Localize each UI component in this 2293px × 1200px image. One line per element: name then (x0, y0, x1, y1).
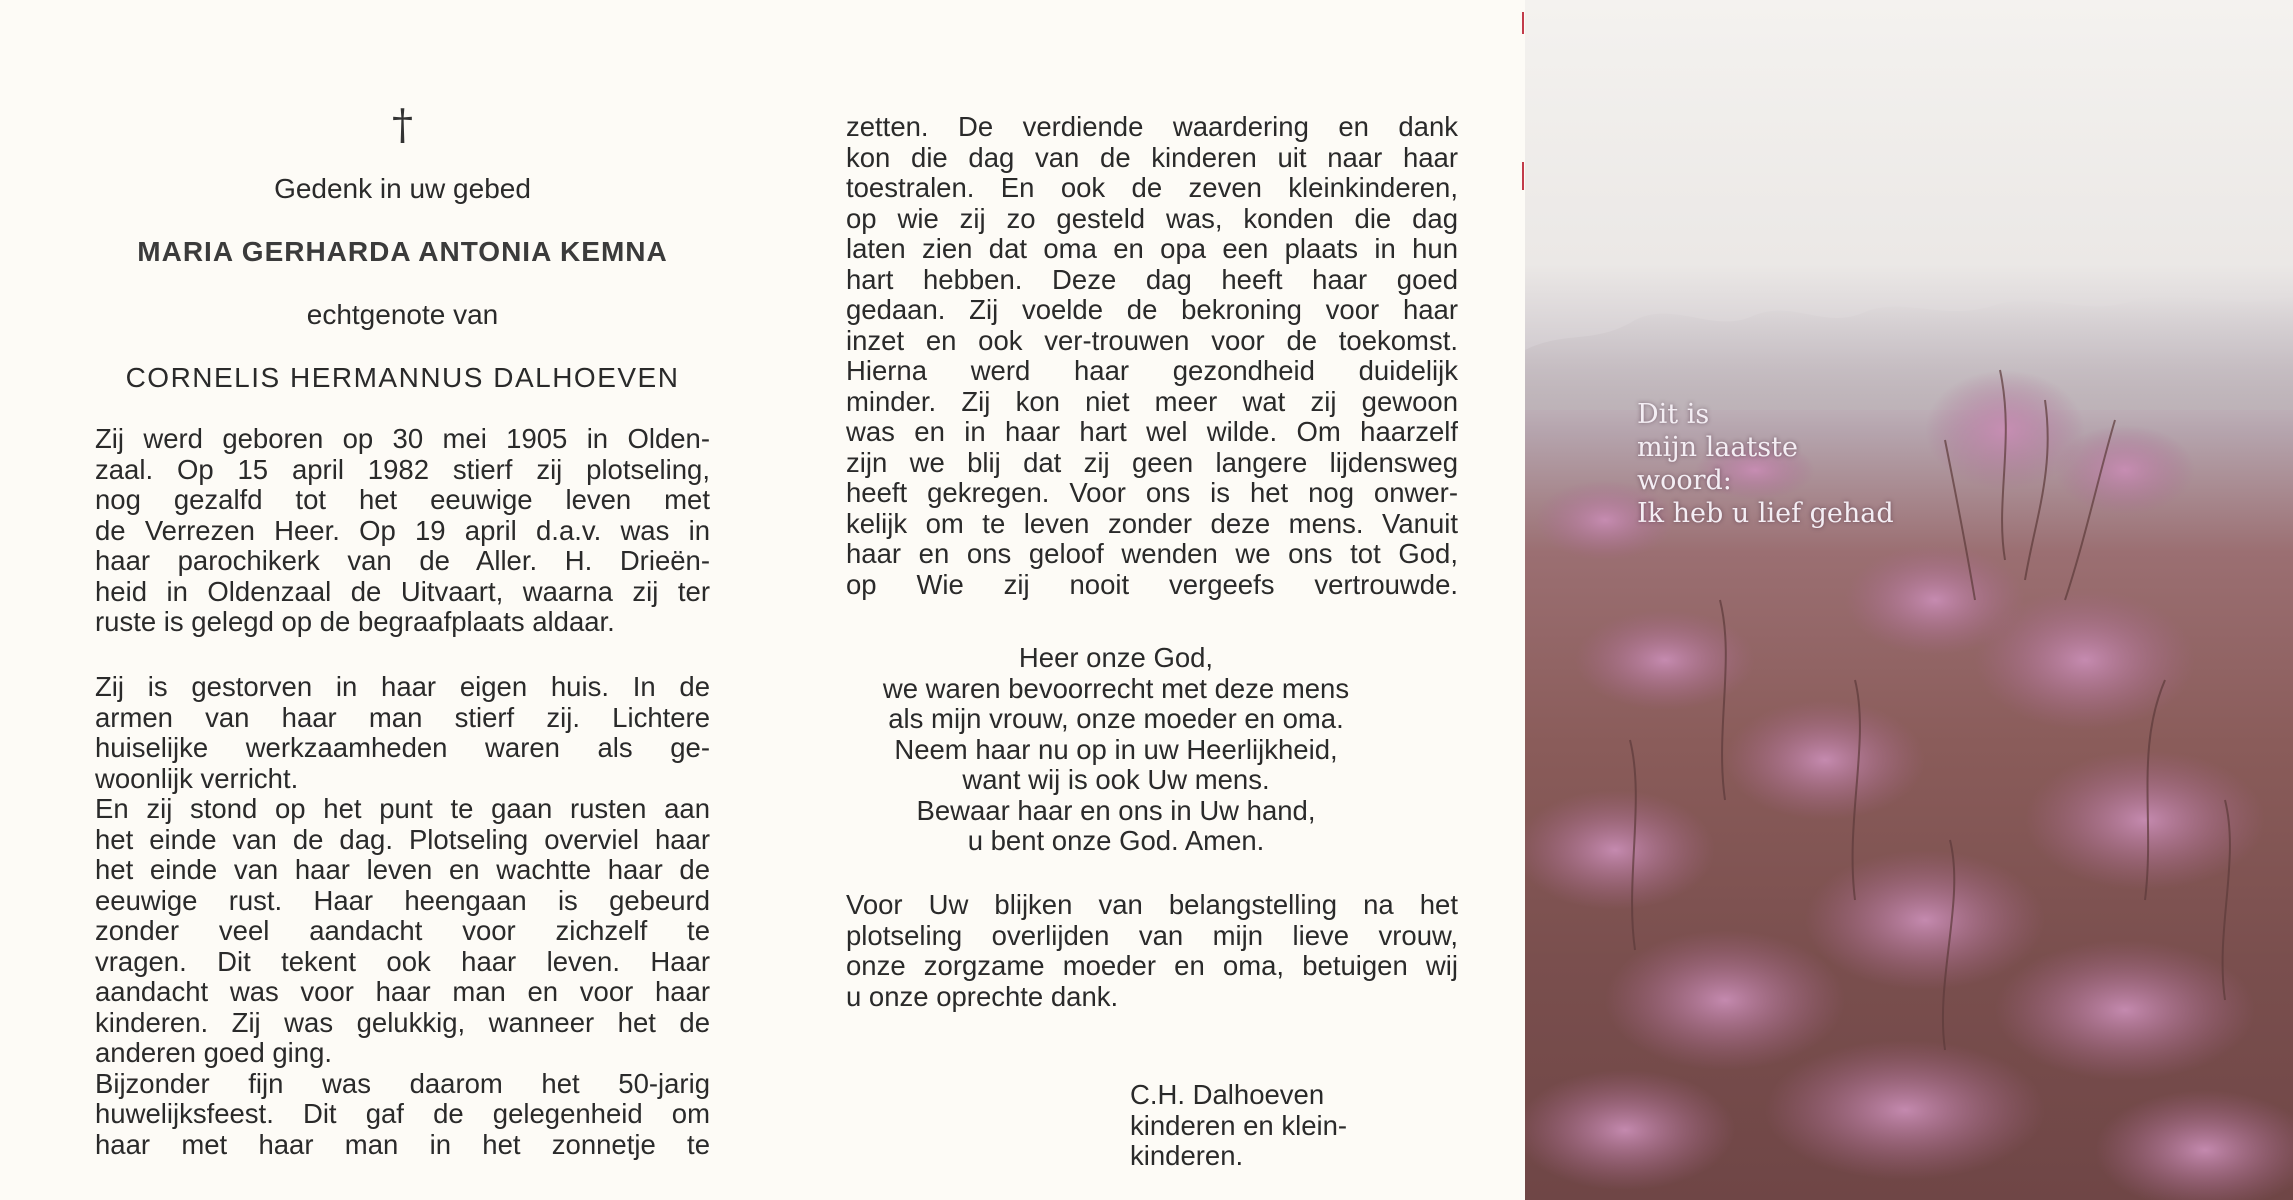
text-line: Bijzonder fijn was daarom het 50-jarig (95, 1068, 710, 1099)
text-line: hart hebben. Deze dag heeft haar goed (846, 264, 1458, 295)
remember-line: Gedenk in uw gebed (274, 173, 531, 204)
overlay-line: woord: (1637, 465, 1732, 496)
left-column (95, 0, 710, 1200)
text-line: nog gezalfd tot het eeuwige leven met (95, 485, 710, 515)
text-line: vragen. Dit tekent ook haar leven. Haar (95, 946, 710, 977)
text-line: toestralen. En ook de zeven kleinkinderen, (846, 173, 1458, 203)
overlay-line: mijn laatste (1637, 432, 1798, 463)
text-line: heid in Oldenzaal de Uitvaart, waarna zij ter (95, 576, 710, 607)
text-line: ruste is gelegd op de begraafplaats aldaar. (95, 607, 615, 637)
prayer (846, 643, 1386, 857)
text-line: zaal. Op 15 april 1982 stierf zij plotseling, (95, 454, 710, 485)
text-line: eeuwige rust. Haar heengaan is gebeurd (95, 885, 710, 916)
text-line: woonlijk verricht. (95, 763, 299, 794)
text-line: haar en ons geloof wenden we ons tot God, (846, 539, 1458, 569)
deceased-name: MARIA GERHARDA ANTONIA KEMNA (137, 236, 668, 267)
text-line: haar met haar man in het zonnetje te (95, 1129, 710, 1160)
signature-line: kinderen. (1130, 1140, 1244, 1171)
text-line: haar parochikerk van de Aller. H. Drieën- (95, 546, 710, 576)
overlay-line: Dit is (1637, 399, 1710, 430)
text-line: huiselijke werkzaamheden waren als ge- (95, 733, 710, 763)
spouse-intro: echtgenote van (306, 299, 499, 330)
text-line: het einde van de dag. Plotseling overviel haar (95, 824, 710, 855)
text-line: Zij is gestorven in haar eigen huis. In de (95, 672, 710, 702)
text-line: huwelijksfeest. Dit gaf de gelegenheid om (95, 1099, 710, 1129)
text-line: onze zorgzame moeder en oma, betuigen wij (846, 951, 1458, 981)
text-line: de Verrezen Heer. Op 19 april d.a.v. was in (95, 515, 710, 546)
heather-field-image (1525, 0, 2293, 1200)
biography-paragraph-1 (95, 424, 710, 638)
text-line: zetten. De verdiende waardering en dank (846, 112, 1458, 142)
text-line: zijn we blij dat zij geen langere lijdensweg (846, 447, 1458, 478)
text-line: op wie zij zo gesteld was, konden die dag (846, 203, 1458, 234)
prayer-line: want wij is ook Uw mens. (962, 764, 1270, 795)
text-line: zonder veel aandacht voor zichzelf te (95, 916, 710, 946)
biography-continuation (846, 112, 1458, 600)
fold-mark (1522, 12, 1524, 34)
text-line: Voor Uw blijken van belangstelling na het (846, 890, 1458, 920)
text-line: armen van haar man stierf zij. Lichtere (95, 702, 710, 733)
text-line: kelijk om te leven zonder deze mens. Vanuit (846, 508, 1458, 539)
heather-photo (1525, 0, 2293, 1200)
text-line: heeft gekregen. Voor ons is het nog onwer- (846, 478, 1458, 508)
middle-column (846, 0, 1458, 1200)
text-line: u onze oprechte dank. (846, 981, 1119, 1012)
text-line: plotseling overlijden van mijn lieve vrouw, (846, 920, 1458, 951)
fold-mark (1522, 162, 1524, 190)
text-line: Hierna werd haar gezondheid duidelijk (846, 356, 1458, 386)
signature (1130, 1080, 1460, 1172)
text-line: inzet en ook ver-trouwen voor de toekomst. (846, 325, 1458, 356)
spouse-name: CORNELIS HERMANNUS DALHOEVEN (125, 362, 680, 393)
photo-overlay-text (1637, 398, 1894, 530)
prayer-line: als mijn vrouw, onze moeder en oma. (888, 703, 1344, 734)
overlay-line: Ik heb u lief gehad (1637, 498, 1894, 529)
text-line: kinderen. Zij was gelukkig, wanneer het de (95, 1007, 710, 1038)
signature-line: kinderen en klein- (1130, 1109, 1348, 1141)
biography-paragraph-2 (95, 672, 710, 1160)
thanks-paragraph (846, 890, 1458, 1012)
text-line: minder. Zij kon niet meer wat zij gewoon (846, 386, 1458, 417)
text-line: Zij werd geboren op 30 mei 1905 in Olden- (95, 424, 710, 454)
text-line: En zij stond op het punt te gaan rusten aan (95, 794, 710, 824)
text-line: laten zien dat oma en opa een plaats in hun (846, 234, 1458, 264)
text-line: anderen goed ging. (95, 1038, 333, 1068)
text-line: aandacht was voor haar man en voor haar (95, 977, 710, 1007)
cross-icon: † (392, 100, 413, 149)
prayer-line: u bent onze God. Amen. (967, 825, 1265, 856)
text-line: gedaan. Zij voelde de bekroning voor haar (846, 295, 1458, 325)
text-line: kon die dag van de kinderen uit naar haar (846, 142, 1458, 173)
text-line: het einde van haar leven en wachtte haar de (95, 855, 710, 885)
prayer-line: Heer onze God, (1018, 642, 1214, 673)
signature-line: C.H. Dalhoeven (1130, 1079, 1325, 1110)
text-line: was en in haar hart wel wilde. Om haarzelf (846, 417, 1458, 447)
prayer-line: Neem haar nu op in uw Heerlijkheid, (894, 733, 1338, 765)
prayer-line: Bewaar haar en ons in Uw hand, (916, 794, 1316, 826)
text-line: op Wie zij nooit vergeefs vertrouwde. (846, 569, 1458, 600)
prayer-line: we waren bevoorrecht met deze mens (882, 672, 1350, 704)
